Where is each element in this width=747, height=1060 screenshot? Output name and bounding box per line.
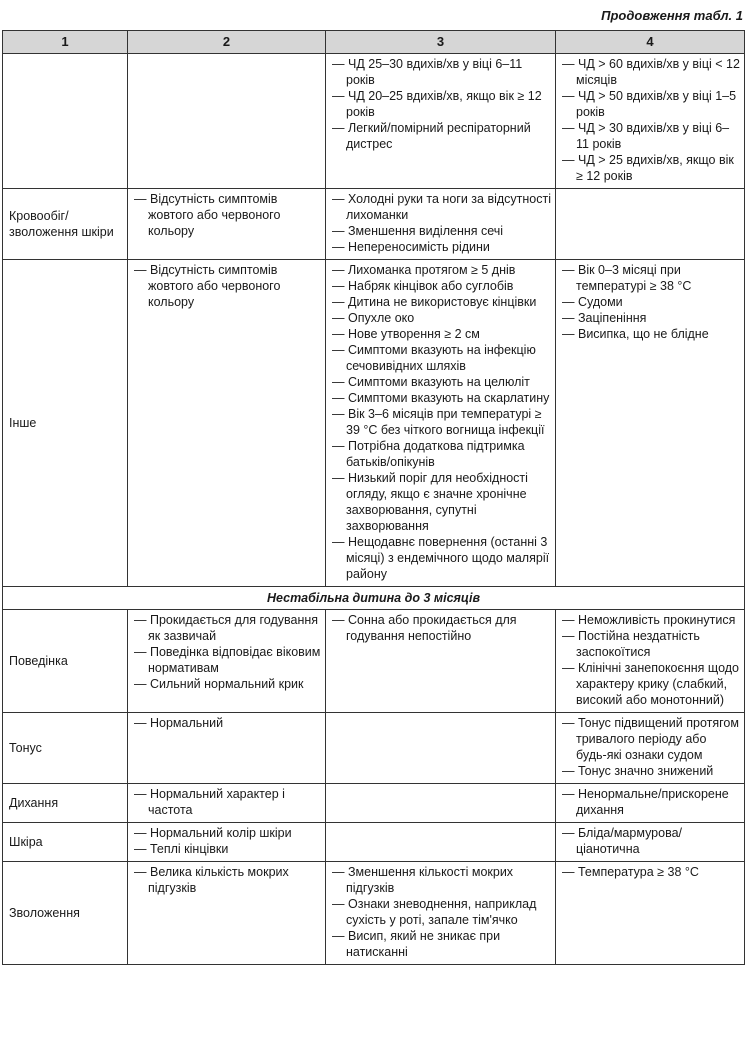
criteria-item: — Симптоми вказують на целюліт <box>332 374 551 390</box>
header-col-3: 3 <box>326 31 556 54</box>
criteria-item: — Прокидається для годування як зазвичай <box>134 612 321 644</box>
criteria-list <box>562 786 740 818</box>
row-label: Тонус <box>3 713 128 784</box>
criteria-item: — Холодні руки та ноги за відсутності лихоманки <box>332 191 551 223</box>
cell-col2 <box>128 713 326 784</box>
criteria-item: — Дитина не використовує кінцівки <box>332 294 551 310</box>
cell-col4 <box>556 610 745 713</box>
criteria-item: — Непереносимість рідини <box>332 239 551 255</box>
criteria-list <box>332 612 551 644</box>
criteria-item: — Потрібна додаткова підтримка батьків/опікунів <box>332 438 551 470</box>
criteria-item: — Відсутність симптомів жовтого або червоного кольору <box>134 262 321 310</box>
table-caption: Продовження табл. 1 <box>601 8 743 23</box>
cell-col4 <box>556 189 745 260</box>
cell-col3 <box>326 823 556 862</box>
criteria-item: — Ненормальне/прискорене дихання <box>562 786 740 818</box>
criteria-item: — Нещодавнє повернення (останні 3 місяці) з ендемічного щодо малярії району <box>332 534 551 582</box>
criteria-item: — Неможливість прокинутися <box>562 612 740 628</box>
header-col-2: 2 <box>128 31 326 54</box>
row-label: Дихання <box>3 784 128 823</box>
criteria-list <box>562 715 740 779</box>
table-row <box>3 713 745 784</box>
cell-col3 <box>326 260 556 587</box>
criteria-item: — Нормальний <box>134 715 321 731</box>
cell-col2 <box>128 260 326 587</box>
criteria-item: — Заціпеніння <box>562 310 740 326</box>
criteria-list <box>134 612 321 692</box>
criteria-list <box>134 715 321 731</box>
table-row <box>3 54 745 189</box>
table-row <box>3 610 745 713</box>
criteria-item: — ЧД > 60 вдихів/хв у віці < 12 місяців <box>562 56 740 88</box>
criteria-item: — Тонус підвищений протягом тривалого періоду або будь-які ознаки судом <box>562 715 740 763</box>
cell-col2 <box>128 610 326 713</box>
criteria-list <box>562 864 740 880</box>
criteria-item: — Температура ≥ 38 °C <box>562 864 740 880</box>
criteria-item: — Тонус значно знижений <box>562 763 740 779</box>
section-row <box>3 587 745 610</box>
criteria-item: — Сонна або прокидається для годування непостійно <box>332 612 551 644</box>
criteria-item: — Симптоми вказують на інфекцію сечовивідних шляхів <box>332 342 551 374</box>
criteria-item: — Набряк кінцівок або суглобів <box>332 278 551 294</box>
criteria-list <box>332 262 551 582</box>
table-row <box>3 823 745 862</box>
criteria-list <box>562 262 740 342</box>
table-row <box>3 862 745 965</box>
criteria-list <box>332 56 551 152</box>
cell-col2 <box>128 862 326 965</box>
cell-col2 <box>128 54 326 189</box>
criteria-item: — Висип, який не зникає при натисканні <box>332 928 551 960</box>
criteria-item: — Зменшення кількості мокрих підгузків <box>332 864 551 896</box>
cell-col2 <box>128 784 326 823</box>
criteria-item: — ЧД > 25 вдихів/хв, якщо вік ≥ 12 років <box>562 152 740 184</box>
row-label: Поведінка <box>3 610 128 713</box>
criteria-list <box>562 825 740 857</box>
criteria-item: — Постійна нездатність заспокоїтися <box>562 628 740 660</box>
criteria-list <box>562 56 740 184</box>
row-label: Інше <box>3 260 128 587</box>
criteria-item: — Ознаки зневоднення, наприклад сухість у роті, запале тім'ячко <box>332 896 551 928</box>
criteria-list <box>562 612 740 708</box>
criteria-item: — Поведінка відповідає віковим нормативам <box>134 644 321 676</box>
criteria-list <box>332 191 551 255</box>
row-label: Кровообіг/зволоження шкіри <box>3 189 128 260</box>
criteria-item: — Нормальний характер і частота <box>134 786 321 818</box>
table-body-top <box>3 54 745 587</box>
criteria-list <box>134 864 321 896</box>
criteria-item: — Нове утворення ≥ 2 см <box>332 326 551 342</box>
criteria-list <box>134 786 321 818</box>
criteria-item: — Симптоми вказують на скарлатину <box>332 390 551 406</box>
cell-col4 <box>556 713 745 784</box>
cell-col3 <box>326 862 556 965</box>
cell-col3 <box>326 54 556 189</box>
criteria-item: — Легкий/помірний респіраторний дистрес <box>332 120 551 152</box>
cell-col2 <box>128 189 326 260</box>
criteria-item: — Лихоманка протягом ≥ 5 днів <box>332 262 551 278</box>
cell-col4 <box>556 260 745 587</box>
criteria-list <box>134 191 321 239</box>
header-col-1: 1 <box>3 31 128 54</box>
table-row <box>3 189 745 260</box>
criteria-item: — ЧД > 50 вдихів/хв у віці 1–5 років <box>562 88 740 120</box>
row-label: Зволоження <box>3 862 128 965</box>
cell-col3 <box>326 713 556 784</box>
criteria-item: — Висипка, що не блідне <box>562 326 740 342</box>
row-label: Шкіра <box>3 823 128 862</box>
criteria-item: — Сильний нормальний крик <box>134 676 321 692</box>
criteria-item: — Відсутність симптомів жовтого або червоного кольору <box>134 191 321 239</box>
header-col-4: 4 <box>556 31 745 54</box>
table-row <box>3 260 745 587</box>
criteria-item: — Вік 3–6 місяців при температурі ≥ 39 °C без чіткого вогнища інфекції <box>332 406 551 438</box>
criteria-item: — Низький поріг для необхідності огляду, якщо є значне хронічне захворювання, супутні захворювання <box>332 470 551 534</box>
cell-col4 <box>556 862 745 965</box>
criteria-item: — ЧД 20–25 вдихів/хв, якщо вік ≥ 12 років <box>332 88 551 120</box>
table-body-bottom <box>3 610 745 965</box>
cell-col4 <box>556 823 745 862</box>
criteria-list <box>332 864 551 960</box>
criteria-item: — Нормальний колір шкіри <box>134 825 321 841</box>
section-header <box>3 587 745 610</box>
cell-col3 <box>326 189 556 260</box>
criteria-item: — Бліда/мармурова/ціанотична <box>562 825 740 857</box>
criteria-item: — Клінічні занепокоєння щодо характеру крику (слабкий, високий або монотонний) <box>562 660 740 708</box>
criteria-item: — Теплі кінцівки <box>134 841 321 857</box>
criteria-list <box>134 262 321 310</box>
criteria-item: — Велика кількість мокрих підгузків <box>134 864 321 896</box>
section-title: Нестабільна дитина до 3 місяців <box>3 587 745 610</box>
criteria-list <box>134 825 321 857</box>
cell-col2 <box>128 823 326 862</box>
cell-col4 <box>556 784 745 823</box>
triage-table <box>2 30 745 965</box>
cell-col4 <box>556 54 745 189</box>
cell-col3 <box>326 784 556 823</box>
row-label <box>3 54 128 189</box>
criteria-item: — Судоми <box>562 294 740 310</box>
table-row <box>3 784 745 823</box>
criteria-item: — Опухле око <box>332 310 551 326</box>
cell-col3 <box>326 610 556 713</box>
criteria-item: — ЧД 25–30 вдихів/хв у віці 6–11 років <box>332 56 551 88</box>
criteria-item: — ЧД > 30 вдихів/хв у віці 6–11 років <box>562 120 740 152</box>
criteria-item: — Зменшення виділення сечі <box>332 223 551 239</box>
criteria-item: — Вік 0–3 місяці при температурі ≥ 38 °C <box>562 262 740 294</box>
header-row <box>3 31 745 54</box>
